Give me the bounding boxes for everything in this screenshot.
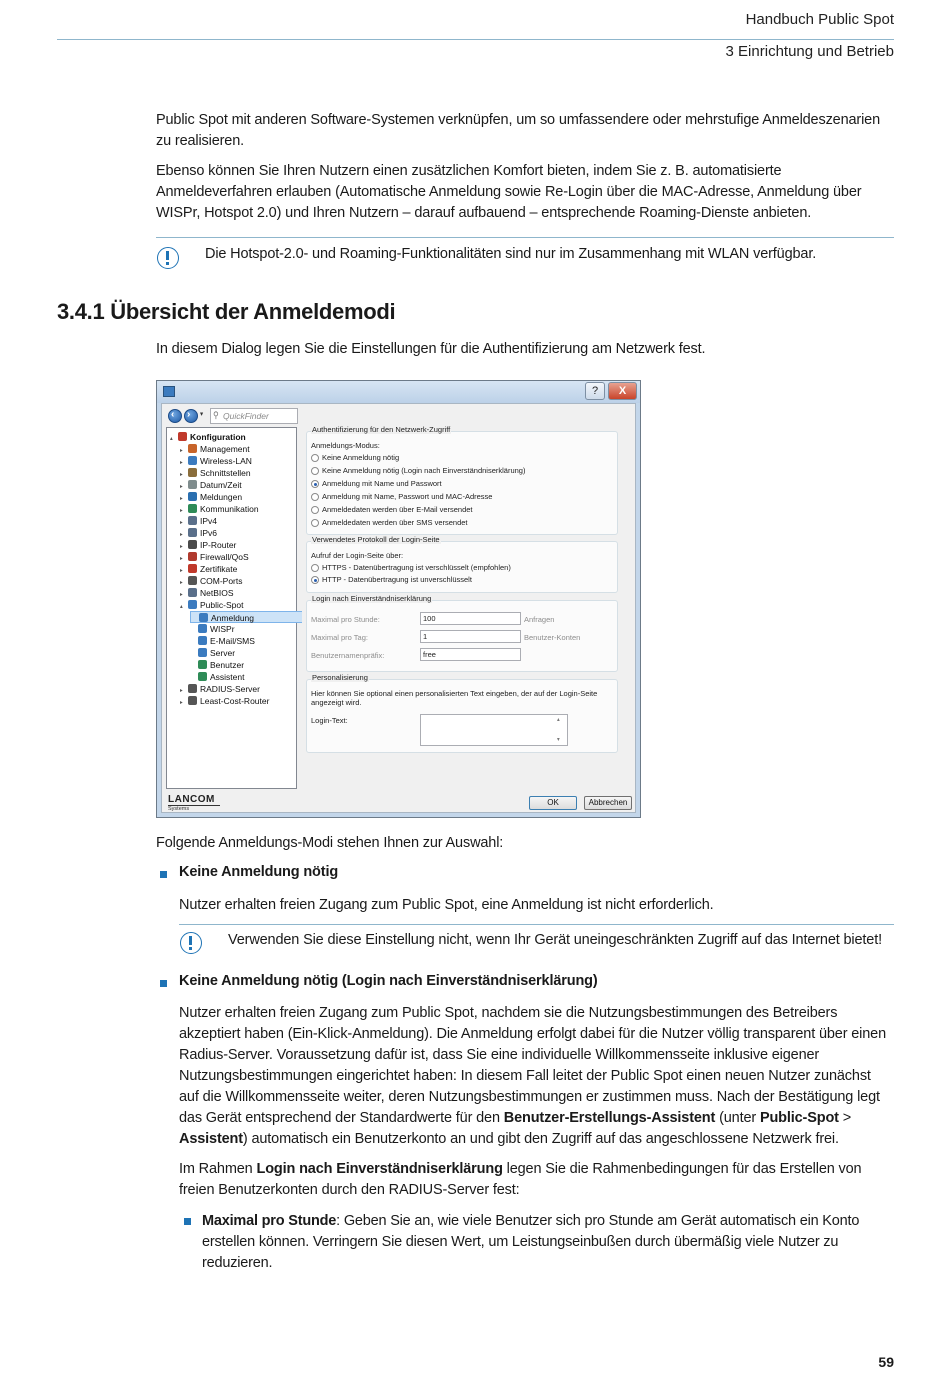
tree-item-schnittstellen[interactable]	[180, 467, 251, 479]
tree-item-public-spot[interactable]	[180, 599, 243, 611]
tree-item-least-cost-router[interactable]	[180, 695, 269, 707]
assistant-icon	[198, 672, 207, 681]
auth-group-title: Authentifizierung für den Netzwerk-Zugriff	[312, 425, 451, 434]
expand-icon[interactable]: ▸	[180, 496, 183, 502]
auth-mode-option-label: Keine Anmeldung nötig (Login nach Einverständniserklärung)	[322, 466, 526, 475]
tree-item-label: IPv6	[200, 528, 218, 538]
protocol-group	[306, 535, 618, 593]
auth-group	[306, 425, 618, 535]
max-per-hour-item: Maximal pro Stunde: Geben Sie an, wie viele Benutzer sich pro Stunde am Gerät automatisch ein Konto erstellen können. Verringern Sie diesen Wert, um Leistungseinbußen durch übermäßig viele Nutzer zu reduzieren.	[202, 1213, 860, 1271]
attention-icon	[157, 247, 179, 269]
http-option-label: HTTP - Datenübertragung ist unverschlüsselt	[322, 575, 472, 584]
personalization-group	[306, 673, 618, 753]
wispr-icon	[198, 624, 207, 633]
expand-icon[interactable]: ▸	[180, 544, 183, 550]
running-header-chapter: 3 Einrichtung und Betrieb	[725, 43, 894, 60]
management-icon	[188, 444, 197, 453]
tree-item-wispr[interactable]	[190, 623, 235, 635]
bullet-marker	[184, 1218, 191, 1225]
ipv6-icon	[188, 528, 197, 537]
config-tree	[166, 427, 297, 789]
communication-icon	[188, 504, 197, 513]
modes-intro: Folgende Anmeldungs-Modi stehen Ihnen zur Auswahl:	[156, 835, 504, 851]
tree-item-label: WISPr	[210, 624, 235, 634]
expand-icon[interactable]: ▸	[180, 700, 183, 706]
protocol-group-title: Verwendetes Protokoll der Login-Seite	[312, 535, 440, 544]
expand-icon[interactable]: ▴	[170, 436, 173, 442]
tree-item-label: RADIUS-Server	[200, 684, 260, 694]
tree-item-label: Wireless-LAN	[200, 456, 252, 466]
firewall-icon	[188, 552, 197, 561]
tree-item-label: IPv4	[200, 516, 218, 526]
auth-mode-radio[interactable]	[311, 480, 319, 488]
server-icon	[198, 648, 207, 657]
user-icon	[198, 660, 207, 669]
login-text-label: Login-Text:	[311, 716, 348, 725]
expand-icon[interactable]: ▸	[180, 460, 183, 466]
lancom-logo-sub: Systems	[168, 806, 190, 812]
tree-item-radius-server[interactable]	[180, 683, 260, 695]
tree-item-ipv4[interactable]	[180, 515, 217, 527]
auth-mode-radio[interactable]	[311, 519, 319, 527]
https-radio[interactable]	[311, 564, 319, 572]
tree-item-label: Public-Spot	[200, 600, 244, 610]
max-day-unit: Benutzer-Konten	[524, 633, 581, 642]
app-icon	[163, 386, 175, 397]
config-dialog-screenshot	[156, 380, 641, 818]
mode-1-title: Keine Anmeldung nötig	[179, 864, 339, 880]
clock-icon	[188, 480, 197, 489]
tree-item-com-ports[interactable]	[180, 575, 243, 587]
prefix-field[interactable]: free	[420, 648, 521, 661]
help-button[interactable]: ?	[585, 382, 605, 400]
tree-item-label: Server	[210, 648, 236, 658]
tree-item-label: Anmeldung	[211, 613, 255, 623]
mode-1-note: Verwenden Sie diese Einstellung nicht, wenn Ihr Gerät uneingeschränkten Zugriff auf das Internet bietet!	[228, 932, 882, 948]
tree-item-firewall-qos[interactable]	[180, 551, 249, 563]
bullet-marker	[160, 980, 167, 987]
auth-mode-option-label: Keine Anmeldung nötig	[322, 453, 400, 462]
scroll-down-icon[interactable]: ▾	[557, 737, 560, 743]
expand-icon[interactable]: ▸	[180, 472, 183, 478]
auth-mode-radio[interactable]	[311, 467, 319, 475]
tree-item-label: Datum/Zeit	[200, 480, 242, 490]
tree-item-label: Benutzer	[210, 660, 245, 670]
scroll-up-icon[interactable]: ▴	[557, 717, 560, 723]
page-number: 59	[878, 1354, 894, 1370]
tree-item-netbios[interactable]	[180, 587, 234, 599]
tree-item-wireless-lan[interactable]	[180, 455, 252, 467]
netbios-icon	[188, 588, 197, 597]
bullet-marker	[160, 871, 167, 878]
expand-icon[interactable]: ▸	[180, 484, 183, 490]
back-icon[interactable]: ‹	[168, 409, 182, 423]
https-option-label: HTTPS - Datenübertragung ist verschlüsselt (empfohlen)	[322, 563, 511, 572]
tree-item-label: Management	[200, 444, 250, 454]
expand-icon[interactable]: ▸	[180, 580, 183, 586]
search-icon: ⚲	[213, 410, 219, 420]
max-day-label: Maximal pro Tag:	[311, 633, 368, 642]
login-icon	[199, 613, 208, 622]
consent-group-title: Login nach Einverständniserklärung	[312, 594, 432, 603]
prefix-label: Benutzernamenpräfix:	[311, 651, 385, 660]
navigation-bar	[166, 408, 296, 426]
auth-mode-option-label: Anmeldedaten werden über E-Mail versendet	[322, 505, 473, 514]
tree-item-label: Kommunikation	[200, 504, 259, 514]
wlan-icon	[188, 456, 197, 465]
expand-icon[interactable]: ▴	[180, 604, 183, 610]
quickfinder-input[interactable]: QuickFinder	[210, 408, 298, 424]
personalization-hint: Hier können Sie optional einen personalisierten Text eingeben, der auf der Login-Seite angezeigt wird.	[311, 689, 598, 707]
tree-item-label: NetBIOS	[200, 588, 234, 598]
section-heading: 3.4.1 Übersicht der Anmeldemodi	[57, 299, 396, 324]
expand-icon[interactable]: ▸	[180, 568, 183, 574]
note-text: Die Hotspot-2.0- und Roaming-Funktionalitäten sind nur im Zusammenhang mit WLAN verfügbar.	[205, 246, 817, 262]
expand-icon[interactable]: ▸	[180, 448, 183, 454]
running-header-title: Handbuch Public Spot	[745, 11, 894, 28]
mode-1-text: Nutzer erhalten freien Zugang zum Public Spot, eine Anmeldung ist nicht erforderlich.	[179, 897, 714, 913]
public-spot-icon	[188, 600, 197, 609]
lancom-logo: LANCOM	[168, 794, 215, 805]
intro-paragraph-1: Public Spot mit anderen Software-Systemen verknüpfen, um so umfassendere oder mehrstufige Anmeldeszenarien zu realisieren.	[156, 112, 880, 149]
auth-mode-label: Anmeldungs-Modus:	[311, 441, 380, 450]
tree-item-kommunikation[interactable]	[180, 503, 259, 515]
email-icon	[198, 636, 207, 645]
tree-item-assistent[interactable]	[190, 671, 245, 683]
login-text-area[interactable]	[420, 714, 568, 746]
header-rule	[57, 39, 894, 40]
tree-item-anmeldung[interactable]	[190, 611, 314, 623]
tree-item-label: Least-Cost-Router	[200, 696, 270, 706]
com-port-icon	[188, 576, 197, 585]
auth-mode-radio[interactable]	[311, 493, 319, 501]
config-icon	[178, 432, 187, 441]
attention-icon	[180, 932, 202, 954]
tree-item-konfiguration[interactable]	[170, 431, 246, 443]
expand-icon[interactable]: ▸	[180, 520, 183, 526]
tree-item-benutzer[interactable]	[190, 659, 244, 671]
auth-mode-radio[interactable]	[311, 506, 319, 514]
intro-paragraph-2: Ebenso können Sie Ihren Nutzern einen zusätzlichen Komfort bieten, indem Sie z. B. automatisierte Anmeldeverfahren erlauben (Automatische Anmeldung sowie Re-Login über die MAC-Adresse, Anmeldung über WISPr, Hotspot 2.0) und Ihren Nutzern – darauf aufbauend – entsprechende Roaming-Dienste anbieten.	[156, 163, 862, 221]
section-lead: In diesem Dialog legen Sie die Einstellungen für die Authentifizierung am Netzwerk fest.	[156, 341, 706, 357]
ok-button[interactable]: OK	[529, 796, 577, 810]
lcr-icon	[188, 696, 197, 705]
tree-item-e-mail-sms[interactable]	[190, 635, 255, 647]
tree-item-label: Schnittstellen	[200, 468, 251, 478]
mode-2-paragraph-1: Nutzer erhalten freien Zugang zum Public Spot, nachdem sie die Nutzungsbestimmungen des Betreibers akzeptiert haben (Ein-Klick-Anmeldung). Die Anmeldung erfolgt dabei für die Nutzer völlig transparent über einen Radius-Server. Voraussetzung dafür ist, dass Sie eine individuelle Willkommensseite inklusive eigener Nutzungsbestimmungen eingerichtet haben: In diesem Fall leitet der Public Spot einen neuen Nutzer zunächst auf die Willkommensseite weiter, deren Nutzungsbestimmungen er zustimmen muss. Nach der Bestätigung legt das Gerät entsprechend der Standardwerte für den Benutzer-Erstellungs-Assistent (unter Public-Spot > Assistent) automatisch ein Benutzerkonto an und gibt den Zugriff auf das angeschlossene Netzwerk frei.	[179, 1005, 886, 1147]
expand-icon[interactable]: ▸	[180, 508, 183, 514]
dialog-titlebar	[157, 381, 640, 403]
tree-item-management[interactable]	[180, 443, 250, 455]
max-hour-field[interactable]: 100	[420, 612, 521, 625]
expand-icon[interactable]: ▸	[180, 556, 183, 562]
expand-icon[interactable]: ▸	[180, 688, 183, 694]
tree-item-label: Zertifikate	[200, 564, 238, 574]
auth-mode-option-label: Anmeldedaten werden über SMS versendet	[322, 518, 468, 527]
forward-icon[interactable]: ›	[184, 409, 198, 423]
tree-item-meldungen[interactable]	[180, 491, 242, 503]
tree-item-datum-zeit[interactable]	[180, 479, 242, 491]
radius-icon	[188, 684, 197, 693]
history-dropdown-icon[interactable]: ▾	[200, 411, 204, 418]
personalization-group-title: Personalisierung	[312, 673, 368, 682]
close-button[interactable]: X	[608, 382, 637, 400]
tree-item-server[interactable]	[190, 647, 235, 659]
tree-item-zertifikate[interactable]	[180, 563, 237, 575]
tree-item-label: Firewall/QoS	[200, 552, 249, 562]
info-icon	[188, 492, 197, 501]
auth-mode-option-label: Anmeldung mit Name und Passwort	[322, 479, 442, 488]
note-rule	[156, 237, 894, 238]
tree-item-label: Meldungen	[200, 492, 243, 502]
auth-mode-option-label: Anmeldung mit Name, Passwort und MAC-Adresse	[322, 492, 493, 501]
http-radio[interactable]	[311, 576, 319, 584]
tree-item-label: COM-Ports	[200, 576, 243, 586]
tree-item-label: Konfiguration	[190, 432, 246, 442]
tree-item-label: IP-Router	[200, 540, 237, 550]
tree-item-ip-router[interactable]	[180, 539, 236, 551]
tree-item-label: E-Mail/SMS	[210, 636, 255, 646]
max-hour-unit: Anfragen	[524, 615, 555, 624]
protocol-label: Aufruf der Login-Seite über:	[311, 551, 404, 560]
interfaces-icon	[188, 468, 197, 477]
dialog-body	[161, 403, 636, 813]
cancel-button[interactable]: Abbrechen	[584, 796, 632, 810]
mode-2-title: Keine Anmeldung nötig (Login nach Einverständniserklärung)	[179, 973, 598, 989]
max-hour-label: Maximal pro Stunde:	[311, 615, 380, 624]
certificate-icon	[188, 564, 197, 573]
mode-2-paragraph-2: Im Rahmen Login nach Einverständniserklärung legen Sie die Rahmenbedingungen für das Erstellen von freien Benutzerkonten durch den RADIUS-Server fest:	[179, 1161, 862, 1198]
expand-icon[interactable]: ▸	[180, 592, 183, 598]
tree-item-ipv6[interactable]	[180, 527, 217, 539]
ipv4-icon	[188, 516, 197, 525]
settings-pane	[302, 427, 632, 789]
max-day-field[interactable]: 1	[420, 630, 521, 643]
router-icon	[188, 540, 197, 549]
note-rule	[179, 924, 894, 925]
tree-item-label: Assistent	[210, 672, 245, 682]
expand-icon[interactable]: ▸	[180, 532, 183, 538]
consent-group	[306, 594, 618, 672]
auth-mode-radio[interactable]	[311, 454, 319, 462]
